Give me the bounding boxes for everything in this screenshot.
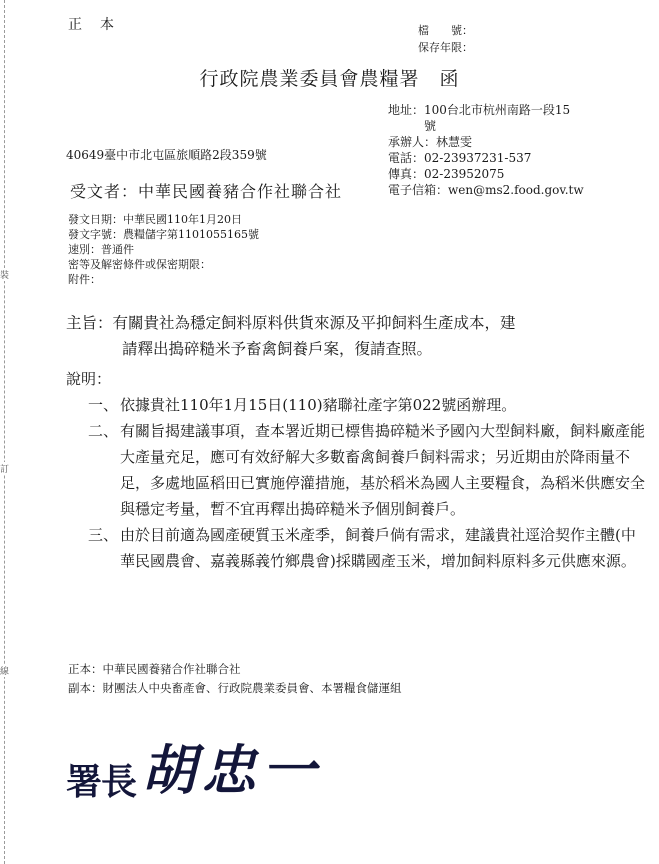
subject-block <box>66 310 516 362</box>
item-number: 三、 <box>88 526 119 544</box>
binding-mark-ding: 訂 <box>0 462 9 475</box>
distribution-block <box>68 660 402 698</box>
signature-title: 署長 <box>66 762 137 803</box>
item-number: 二、 <box>88 422 119 440</box>
binding-mark-zhuang: 裝 <box>0 268 9 281</box>
sender-address: 40649臺中市北屯區旅順路2段359號 <box>66 148 267 162</box>
issue-date: 發文日期：中華民國110年1月20日 <box>68 213 242 226</box>
meta-block <box>68 212 259 287</box>
signature <box>66 728 322 805</box>
item-text: 依據貴社110年1月15日(110)豬聯社產字第022號函辦理。 <box>120 396 517 414</box>
document-number: 發文字號：農糧儲字第1101055165號 <box>68 228 259 241</box>
secrecy-level: 密等及解密條件或保密期限： <box>68 258 211 271</box>
file-number-label: 檔 號： <box>418 24 473 37</box>
original-recipient: 正本：中華民國養豬合作社聯合社 <box>68 662 241 676</box>
contact-phone: 電話：02-23937231-537 <box>388 151 532 165</box>
contact-block <box>388 102 584 198</box>
explanation-item <box>66 418 648 522</box>
contact-address-cont: 號 <box>424 119 437 133</box>
document-title: 行政院農業委員會農糧署 函 <box>199 68 460 90</box>
contact-fax: 傳真：02-23952075 <box>388 167 505 181</box>
binding-line <box>4 0 6 864</box>
contact-email: 電子信箱：wen@ms2.food.gov.tw <box>388 183 584 197</box>
copy-mark: 正 本 <box>68 17 116 33</box>
explanation-item <box>66 522 648 574</box>
subject-line-1: 主旨：有關貴社為穩定飼料原料供貨來源及平抑飼料生產成本，建 <box>66 314 516 332</box>
signature-name: 胡忠一 <box>141 739 322 802</box>
explanation-block <box>66 366 648 574</box>
item-text: 有關旨揭建議事項，查本署近期已標售搗碎糙米予國內大型飼料廠，飼料廠產能大產量充足，應可有效紓解大多數畜禽飼養戶飼料需求；另近期由於降雨量不足，多處地區稻田已實施停灌措施，基於稻米為國人主要糧食，為稻米供應安全與穩定考量，暫不宜再釋出搗碎糙米予個別飼養戶。 <box>120 422 646 518</box>
item-number: 一、 <box>88 396 119 414</box>
subject-line-2: 請釋出搗碎糙米予畜禽飼養戶案，復請查照。 <box>122 340 433 358</box>
explanation-item <box>66 392 648 418</box>
item-text: 由於目前適為國產硬質玉米產季，飼養戶倘有需求，建議貴社逕洽契作主體(中華民國農會、嘉義縣義竹鄉農會)採購國產玉米，增加飼料原料多元供應來源。 <box>120 526 636 570</box>
delivery-speed: 速別：普通件 <box>68 243 134 256</box>
attachment-label: 附件： <box>68 273 101 286</box>
file-number-box <box>412 22 473 56</box>
explanation-label: 說明： <box>66 370 112 388</box>
contact-handler: 承辦人：林慧雯 <box>388 135 473 149</box>
recipient: 受文者：中華民國養豬合作社聯合社 <box>70 182 343 201</box>
binding-mark-xian: 線 <box>0 664 9 677</box>
contact-address: 地址：100台北市杭州南路一段15 <box>388 103 571 117</box>
copy-recipients: 副本：財團法人中央畜產會、行政院農業委員會、本署糧食儲運組 <box>68 681 402 695</box>
retention-label: 保存年限： <box>418 41 473 54</box>
